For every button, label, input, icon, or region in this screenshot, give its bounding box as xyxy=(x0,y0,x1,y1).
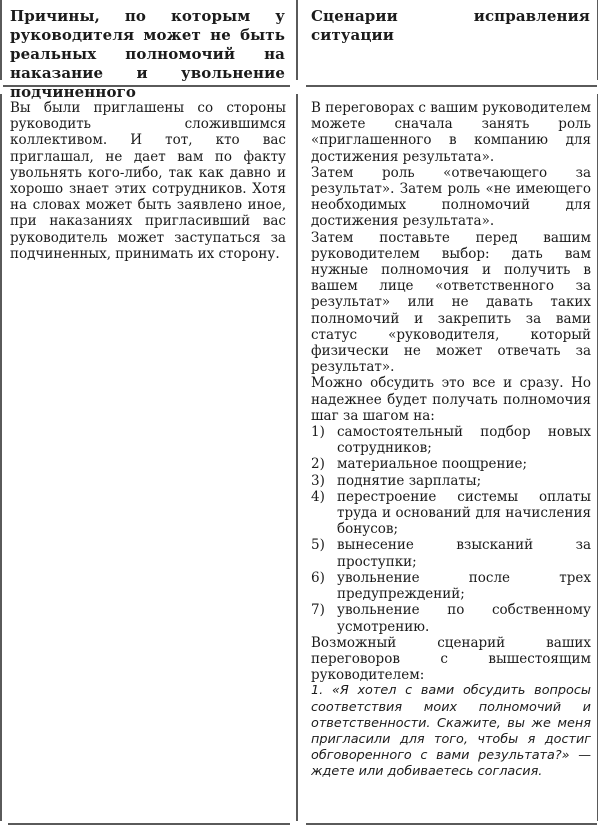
list-item-number: 1) xyxy=(311,424,325,441)
column-divider-rule-top xyxy=(296,0,298,80)
right-body-paragraph-1: В переговорах с вашим руководителем можете сначала занять роль «приглашенного в компанию для достижения результата». xyxy=(311,100,591,165)
list-item xyxy=(311,456,591,472)
list-item xyxy=(311,570,591,602)
list-item-text: увольнение после трех предупреждений; xyxy=(337,569,591,603)
scenario-quote: 1. «Я хотел с вами обсудить вопросы соответствия моих полномочий и ответственности. Скажите, вы же меня пригласили для того, чтобы я достиг обговоренного с вами результата?» — ждете или добиваетесь согласия. xyxy=(311,683,591,780)
list-item-text: перестроение системы оплаты труда и оснований для начисления бонусов; xyxy=(337,488,591,538)
list-item-text: материальное поощрение; xyxy=(337,456,527,473)
right-body-paragraph-4: Можно обсудить это все и сразу. Но надежнее будет получать полномочия шаг за шагом на: xyxy=(311,375,591,424)
column-divider-rule-bottom xyxy=(296,94,298,821)
left-body-paragraph: Вы были приглашены со стороны руководить сложившимся коллективом. И тот, кто вас приглашал, не дает вам по факту увольнять кого-либо, так как давно и хорошо знает этих сотрудников. Хотя на словах может быть заявлено иное, при наказаниях пригласивший вас руководитель может заступаться за подчиненных, принимать их сторону. xyxy=(10,100,286,262)
right-body-paragraph-3: Затем поставьте перед вашим руководителем выбор: дать вам нужные полномочия и получить в вашем лице «ответственного за результат» или не давать таких полномочий и закрепить за вами статус «руководителя, который физически не может отвечать за результат». xyxy=(311,229,591,376)
left-column-body xyxy=(10,100,286,820)
right-column-header: Сценарии исправления ситуации xyxy=(311,7,590,44)
table-bottom-rule-right xyxy=(306,823,597,825)
table-bottom-rule-left xyxy=(8,823,290,825)
list-item-number: 7) xyxy=(311,602,325,619)
header-separator-rule-right xyxy=(306,85,597,87)
left-border-rule-top xyxy=(0,0,2,80)
list-item-text: поднятие зарплаты; xyxy=(337,472,482,489)
list-item xyxy=(311,602,591,634)
right-border-rule-bottom xyxy=(597,94,599,821)
list-item xyxy=(311,537,591,569)
list-item-number: 6) xyxy=(311,569,325,586)
list-item-number: 3) xyxy=(311,472,325,489)
authority-steps-list xyxy=(311,424,591,635)
left-column-header: Причины, по которым у руководителя может не быть реальных полномочий на наказание и увольнение подчиненного xyxy=(10,7,285,101)
list-item-number: 4) xyxy=(311,488,325,505)
list-item-number: 5) xyxy=(311,537,325,554)
right-column-body xyxy=(311,100,591,821)
list-item xyxy=(311,424,591,456)
list-item xyxy=(311,489,591,538)
left-border-rule-bottom xyxy=(0,94,2,821)
right-body-paragraph-2: Затем роль «отвечающего за результат». Затем роль «не имеющего необходимых полномочий для достижения результата». xyxy=(311,164,591,230)
right-border-rule-top xyxy=(597,0,599,80)
right-body-closing-paragraph: Возможный сценарий ваших переговоров с вышестоящим руководителем: xyxy=(311,634,591,684)
list-item-text: самостоятельный подбор новых сотрудников; xyxy=(337,424,591,457)
list-item-text: увольнение по собственному усмотрению. xyxy=(337,602,591,635)
list-item xyxy=(311,473,591,489)
list-item-number: 2) xyxy=(311,456,325,473)
list-item-text: вынесение взысканий за проступки; xyxy=(337,537,591,570)
